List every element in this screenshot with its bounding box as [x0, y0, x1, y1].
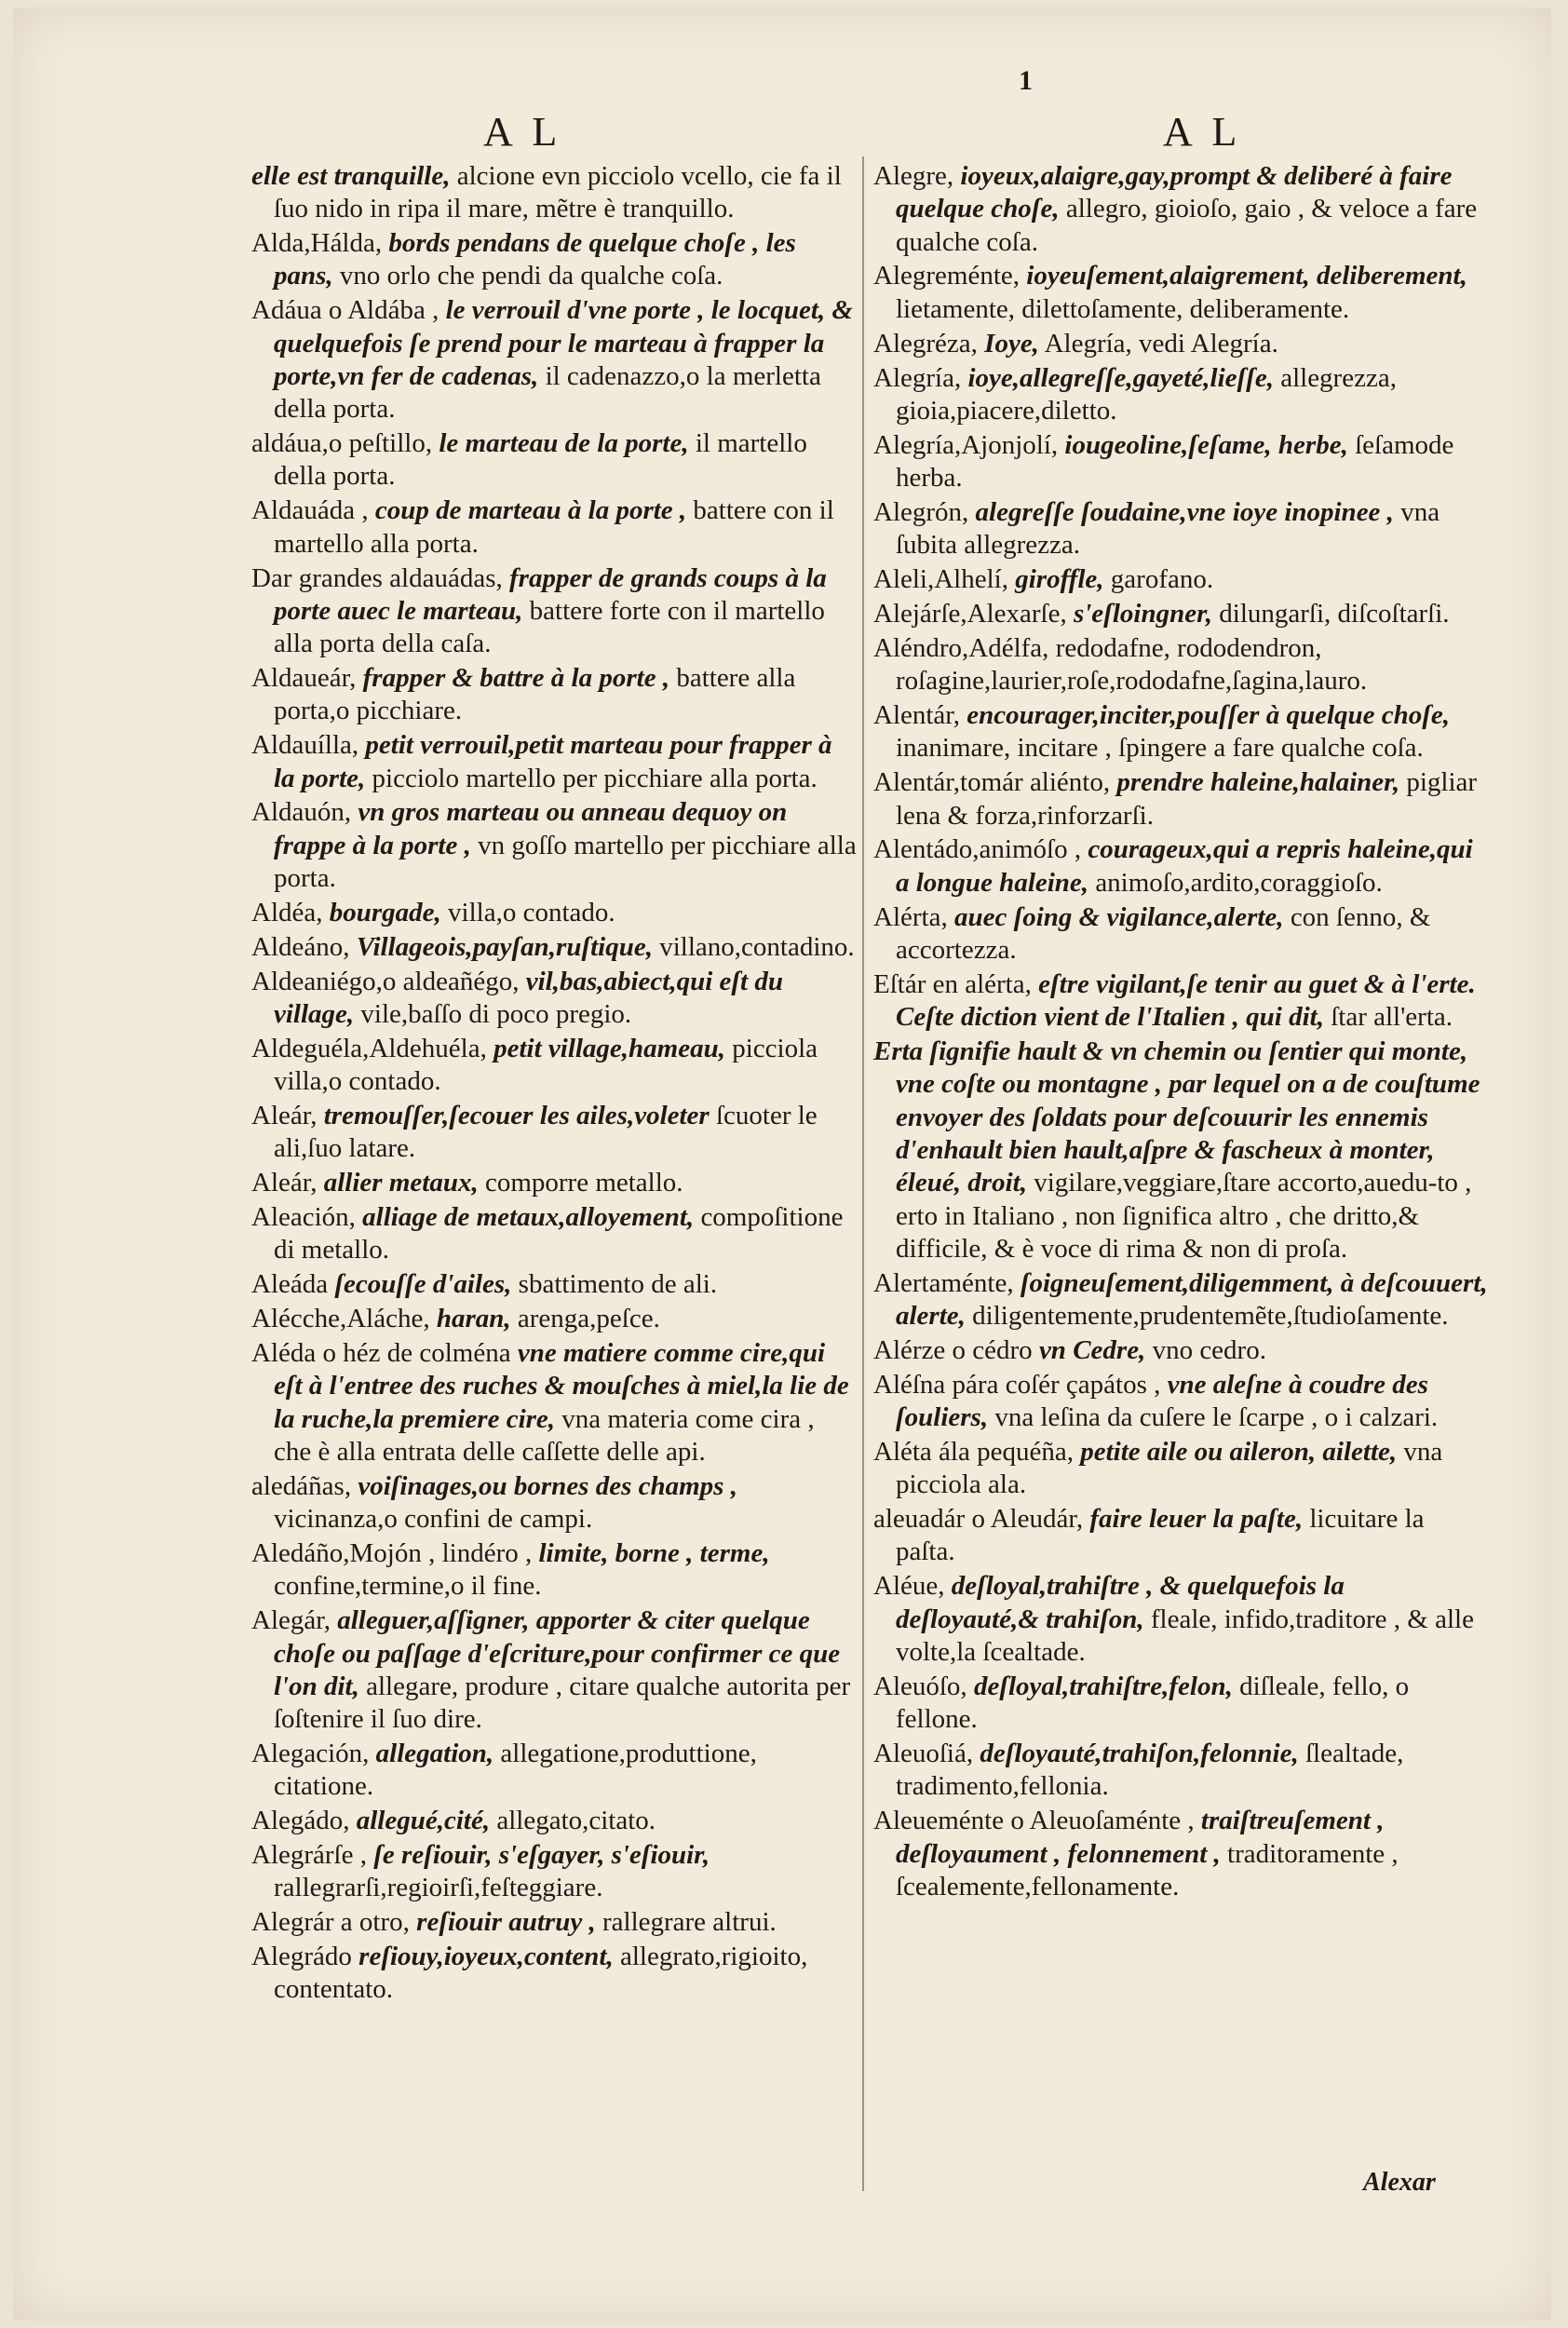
headword: Alentádo,animóſo ,: [873, 834, 1082, 865]
french-gloss: vil,bas,abiect,qui eſt du village,: [274, 966, 783, 1029]
french-gloss: reſiouir autruy ,: [416, 1907, 596, 1938]
headword: Alegréza,: [873, 328, 978, 359]
headword: Aleuoſiá,: [873, 1739, 974, 1769]
french-gloss: petite aile ou aileron, ailette,: [1080, 1436, 1398, 1467]
headword: Aldaueár,: [251, 663, 357, 694]
italian-gloss: rallegrare altrui.: [602, 1907, 777, 1938]
headword: Alegrár a otro,: [251, 1907, 410, 1938]
dictionary-entry: [873, 496, 1488, 562]
french-gloss: courageux,qui a repris haleine,qui a longue haleine,: [896, 834, 1473, 898]
dictionary-entry: [873, 833, 1488, 900]
italian-gloss: sbattimento de ali.: [518, 1269, 718, 1300]
dictionary-entry: [873, 362, 1488, 428]
headword: Aléue,: [873, 1571, 945, 1602]
italian-gloss: vile,baſſo di poco pregio.: [360, 998, 632, 1029]
italian-gloss: villano,contadino.: [659, 931, 855, 962]
french-gloss: allegué,cité,: [356, 1806, 491, 1836]
french-gloss: le verrouil d'vne porte , le locquet, & quelquefois ſe prend pour le marteau à frapper la porte,vn fer de cadenas,: [274, 295, 853, 391]
french-gloss: encourager,inciter,pouſſer à quelque choſe,: [966, 700, 1451, 731]
column-divider: [862, 156, 864, 2191]
italian-gloss: il cadenazzo,o la merletta della porta.: [274, 360, 821, 425]
headword: Alegre,: [873, 161, 954, 191]
french-gloss: ioyeuſement,alaigrement, deliberement,: [1026, 261, 1467, 291]
french-gloss: bourgade,: [329, 897, 441, 927]
italian-gloss: arenga,peſce.: [517, 1304, 660, 1334]
french-gloss: voiſinages,ou bornes des champs ,: [358, 1470, 737, 1501]
italian-gloss: picciola villa,o contado.: [274, 1033, 818, 1097]
dictionary-entry: [873, 563, 1488, 596]
italian-gloss: alcione evn picciolo vcello, cie fa il ſuo nido in ripa il mare, mẽtre è tranquillo.: [274, 161, 842, 224]
dictionary-entry: [873, 1267, 1488, 1333]
headword: Alentár,: [873, 700, 961, 731]
dictionary-entry: [251, 1268, 857, 1301]
dictionary-entry: [873, 260, 1488, 326]
italian-gloss: fleale, infido,traditore , & alle volte,la ſcealtade.: [896, 1604, 1474, 1667]
dictionary-entry: [873, 598, 1488, 630]
french-gloss: frapper de grands coups à la porte auec le marteau,: [274, 562, 827, 626]
french-gloss: vne matiere comme cire,qui eſt à l'entree des ruches & mouſches à miel,la lie de la ruche,la premiere cire,: [274, 1338, 849, 1434]
dictionary-entry: [251, 1033, 857, 1099]
dictionary-entry: [251, 160, 857, 226]
italian-gloss: dilungarſi, diſcoſtarſi.: [1219, 599, 1450, 629]
dictionary-entry: [251, 427, 857, 494]
dictionary-entry: [251, 494, 857, 561]
signature-mark: 1: [1019, 65, 1033, 96]
dictionary-entry: [873, 1369, 1488, 1435]
italian-gloss: diligentemente,prudentemẽte,ſtudioſamente.: [972, 1301, 1449, 1331]
french-gloss: ioyeux,alaigre,gay,prompt & deliberé à faire quelque choſe,: [896, 161, 1453, 224]
headword: Alegación,: [251, 1739, 370, 1769]
italian-gloss: vna materia come cira , che è alla entrata delle caſſette delle api.: [274, 1403, 815, 1467]
dictionary-entry: [873, 699, 1488, 765]
running-head-left: A L: [483, 109, 563, 155]
dictionary-entry: [873, 160, 1488, 259]
italian-gloss: inanimare, incitare , ſpingere a fare qualche coſa.: [896, 733, 1424, 764]
headword: Alegár,: [251, 1605, 331, 1636]
italian-gloss: picciolo martello per picchiare alla porta.: [372, 763, 818, 793]
french-gloss: reſiouy,ioyeux,content,: [358, 1942, 614, 1972]
italian-gloss: vno cedro.: [1152, 1334, 1266, 1365]
french-gloss: alegreſſe ſoudaine,vne ioye inopinee ,: [975, 496, 1394, 527]
right-column: [873, 160, 1488, 1905]
french-gloss: le marteau de la porte,: [439, 428, 689, 459]
dictionary-entry: [873, 1738, 1488, 1804]
italian-gloss: animoſo,ardito,coraggioſo.: [1095, 867, 1383, 898]
headword: Aldeaniégo,o aldeañégo,: [251, 966, 520, 996]
headword: Aldeguéla,Aldehuéla,: [251, 1033, 487, 1063]
dictionary-entry: [251, 729, 857, 795]
book-page: [13, 7, 1551, 2321]
dictionary-entry: [873, 1035, 1488, 1266]
dictionary-entry: [873, 328, 1488, 360]
dictionary-entry: [251, 294, 857, 426]
dictionary-entry: [873, 766, 1488, 832]
italian-gloss: vna leſina da cuſere le ſcarpe , o i calzari.: [994, 1402, 1439, 1433]
dictionary-entry: [251, 1201, 857, 1267]
italian-gloss: Alegría, vedi Alegría.: [1044, 328, 1278, 359]
dictionary-entry: [251, 897, 857, 929]
italian-gloss: vna ſubita allegrezza.: [896, 496, 1440, 561]
dictionary-entry: [873, 1503, 1488, 1569]
headword: Aleár,: [251, 1168, 318, 1198]
headword: Aleli,Alhelí,: [873, 564, 1008, 595]
french-gloss: auec ſoing & vigilance,alerte,: [953, 901, 1284, 932]
italian-gloss: confine,termine,o il fine.: [274, 1571, 542, 1602]
italian-gloss: vna picciola ala.: [896, 1436, 1443, 1500]
dictionary-entry: [251, 966, 857, 1032]
french-gloss: prendre haleine,halainer,: [1116, 767, 1400, 798]
headword: Alérta,: [873, 901, 948, 932]
dictionary-entry: [251, 1537, 857, 1604]
headword: Aldeáno,: [251, 931, 350, 962]
headword: Aléſna pára coſér çapátos ,: [873, 1369, 1161, 1400]
italian-gloss: rallegrarſi,regioirſi,feſteggiare.: [274, 1873, 603, 1903]
headword: Aléta ála pequéña,: [873, 1436, 1074, 1467]
headword: Alda,Hálda,: [251, 228, 383, 259]
french-gloss: ſecouſſe d'ailes,: [334, 1269, 512, 1300]
italian-gloss: redodafne, rododendron, roſagine,laurier,roſe,rododafne,ſagina,lauro.: [896, 632, 1368, 697]
headword: Alertaménte,: [873, 1267, 1014, 1298]
italian-gloss: ſtar all'erta.: [1331, 1002, 1453, 1033]
dictionary-entry: [251, 662, 857, 728]
italian-gloss: allegro, gioioſo, gaio , & veloce a fare qualche coſa.: [896, 194, 1478, 257]
headword: Alegrón,: [873, 496, 969, 527]
french-gloss: alleguer,aſſigner, apporter & citer quelque choſe ou paſſage d'eſcriture,pour confirmer ce que l'on dit,: [274, 1605, 841, 1701]
french-gloss: deſloyal,trahiſtre , & quelquefois la deſloyauté,& trahiſon,: [896, 1571, 1345, 1634]
italian-gloss: ſlealtade, tradimento,fellonia.: [896, 1739, 1404, 1802]
italian-gloss: vigilare,veggiare,ſtare accorto,auedu-to , erto in Italiano , non ſignifica altro , che dritto,& difficile, & è voce di rima & non di proſa.: [896, 1168, 1472, 1264]
headword: aldáua,o peſtillo,: [251, 428, 433, 459]
headword: Aledáño,Mojón , lindéro ,: [251, 1538, 533, 1569]
french-gloss: eſtre vigilant,ſe tenir au guet & à l'erte. Ceſte diction vient de l'Italien , qui dit,: [896, 968, 1476, 1033]
italian-gloss: diſleale, fello, o fellone.: [896, 1671, 1410, 1735]
dictionary-entry: [873, 1436, 1488, 1502]
dictionary-entry: [251, 1337, 857, 1469]
headword: Alegría,Ajonjolí,: [873, 429, 1059, 460]
headword: Aldauílla,: [251, 730, 359, 761]
headword: Alentár,tomár aliénto,: [873, 767, 1111, 798]
french-gloss: ſe reſiouir, s'eſgayer, s'eſiouir,: [373, 1840, 710, 1871]
headword: Alegrádo: [251, 1942, 352, 1972]
french-gloss: faire leuer la paſte,: [1089, 1504, 1304, 1535]
headword: Aléndro,Adélfa,: [873, 632, 1049, 663]
running-head-right: A L: [1163, 109, 1243, 155]
french-gloss: vne aleſne à coudre des ſouliers,: [896, 1369, 1428, 1433]
italian-gloss: battere alla porta,o picchiare.: [274, 663, 796, 726]
dictionary-entry: [251, 1805, 857, 1837]
french-gloss: petit verrouil,petit marteau pour frapper à la porte,: [274, 730, 832, 793]
italian-gloss: licuitare la paſta.: [896, 1504, 1425, 1567]
french-gloss: ioye,allegreſſe,gayeté,lieſſe,: [967, 362, 1274, 393]
italian-gloss: comporre metallo.: [484, 1168, 683, 1198]
dictionary-entry: [873, 901, 1488, 968]
italian-gloss: allegrezza, gioia,piacere,diletto.: [896, 362, 1397, 426]
french-gloss: bords pendans de quelque choſe , les pans,: [274, 228, 796, 291]
headword: Aldauón,: [251, 797, 352, 828]
headword: Aleación,: [251, 1202, 356, 1233]
headword: Alécche,Aláche,: [251, 1304, 430, 1334]
italian-gloss: il martello della porta.: [274, 428, 807, 492]
headword: Aleueménte o Aleuoſaménte ,: [873, 1806, 1195, 1836]
headword: Alérze o cédro: [873, 1334, 1033, 1365]
dictionary-entry: [251, 1604, 857, 1736]
italian-gloss: con ſenno, & accortezza.: [896, 901, 1431, 965]
headword: Dar grandes aldauádas,: [251, 562, 503, 593]
italian-gloss: battere con il martello alla porta.: [274, 495, 834, 559]
dictionary-entry: [873, 1671, 1488, 1737]
dictionary-entry: [251, 1470, 857, 1536]
dictionary-entry: [251, 1738, 857, 1804]
italian-gloss: ſeſamode herba.: [896, 429, 1454, 494]
dictionary-entry: [873, 632, 1488, 698]
french-gloss: deſloyauté,trahiſon,felonnie,: [980, 1739, 1299, 1769]
french-gloss: petit village,hameau,: [493, 1033, 725, 1063]
french-gloss: ſoigneuſement,diligemment, à deſcouuert, alerte,: [896, 1267, 1488, 1331]
french-gloss: iougeoline,ſeſame, herbe,: [1064, 429, 1348, 460]
dictionary-entry: [873, 1805, 1488, 1903]
dictionary-entry: [251, 562, 857, 661]
dictionary-entry: [873, 429, 1488, 495]
headword: Aldéa,: [251, 897, 323, 927]
french-gloss: deſloyal,trahiſtre,felon,: [973, 1671, 1233, 1701]
dictionary-entry: [251, 227, 857, 293]
italian-gloss: pigliar lena & forza,rinforzarſi.: [896, 767, 1478, 831]
dictionary-entry: [873, 1334, 1488, 1367]
headword: Alegría,: [873, 362, 962, 393]
headword: Alegreménte,: [873, 261, 1021, 291]
headword: Aleáda: [251, 1269, 329, 1300]
headword: Aleár,: [251, 1101, 318, 1131]
left-column: [251, 160, 857, 2008]
dictionary-entry: [251, 1303, 857, 1335]
italian-gloss: ſcuoter le ali,ſuo latare.: [274, 1101, 818, 1164]
french-gloss: alliage de metaux,alloyement,: [362, 1202, 695, 1233]
french-gloss: vn Cedre,: [1038, 1334, 1146, 1365]
italian-gloss: allegato,citato.: [496, 1806, 656, 1836]
french-gloss: Ioye,: [984, 328, 1039, 359]
headword: Alejárſe,Alexarſe,: [873, 599, 1067, 629]
catchword: Alexar: [1363, 2168, 1436, 2197]
italian-gloss: villa,o contado.: [448, 897, 615, 927]
headword: Aleuóſo,: [873, 1671, 967, 1701]
italian-gloss: compoſitione di metallo.: [274, 1202, 844, 1266]
headword: Aldauáda ,: [251, 495, 369, 526]
french-gloss: frapper & battre à la porte ,: [362, 663, 670, 694]
italian-gloss: battere forte con il martello alla porta della caſa.: [274, 595, 825, 659]
dictionary-entry: [251, 931, 857, 964]
french-gloss: giroffle,: [1015, 564, 1104, 595]
dictionary-entry: [251, 796, 857, 895]
headword: Eſtár en alérta,: [873, 968, 1032, 999]
italian-gloss: allegatione,produttione, citatione.: [274, 1739, 757, 1802]
french-gloss: elle est tranquille,: [251, 161, 451, 191]
french-gloss: haran,: [436, 1304, 511, 1334]
italian-gloss: allegrato,rigioito, contentato.: [274, 1942, 808, 2005]
dictionary-entry: [251, 1100, 857, 1166]
dictionary-entry: [251, 1906, 857, 1939]
french-gloss: allier metaux,: [323, 1168, 479, 1198]
dictionary-entry: [873, 1570, 1488, 1669]
dictionary-entry: [873, 968, 1488, 1035]
french-gloss: allegation,: [375, 1739, 494, 1769]
italian-gloss: vno orlo che pendi da qualche coſa.: [339, 261, 723, 291]
french-gloss: limite, borne , terme,: [538, 1538, 770, 1569]
french-gloss: Erta ſignifie hault & vn chemin ou ſentier qui monte, vne coſte ou montagne , par lequel on a de couſtume envoyer des ſoldats pour deſcouurir les ennemis d'enhault bien hault,aſpre & fascheux à monter, éleué, droit,: [873, 1036, 1480, 1198]
italian-gloss: lietamente, dilettoſamente, deliberamente.: [896, 293, 1350, 324]
italian-gloss: vn goſſo martello per picchiare alla porta.: [274, 830, 857, 893]
french-gloss: traiſtreuſement , deſloyaument , felonnement ,: [896, 1806, 1385, 1869]
headword: Alegrárſe ,: [251, 1840, 367, 1871]
headword: aleuadár o Aleudár,: [873, 1504, 1084, 1535]
headword: Aléda o héz de colména: [251, 1338, 511, 1369]
french-gloss: s'eſloingner,: [1073, 599, 1213, 629]
headword: Alegádo,: [251, 1806, 350, 1836]
italian-gloss: garofano.: [1110, 564, 1214, 595]
italian-gloss: allegare, produre , citare qualche autorita per ſoſtenire il ſuo dire.: [274, 1671, 851, 1735]
headword: Adáua o Aldába ,: [251, 295, 439, 326]
french-gloss: coup de marteau à la porte ,: [374, 495, 687, 526]
dictionary-entry: [251, 1167, 857, 1199]
italian-gloss: traditoramente , ſcealemente,fellonamente.: [896, 1838, 1399, 1902]
french-gloss: vn gros marteau ou anneau dequoy on frappe à la porte ,: [274, 797, 788, 860]
french-gloss: tremouſſer,ſecouer les ailes,voleter: [323, 1101, 710, 1131]
italian-gloss: vicinanza,o confini de campi.: [274, 1504, 593, 1535]
dictionary-entry: [251, 1839, 857, 1905]
dictionary-entry: [251, 1941, 857, 2007]
french-gloss: Villageois,payſan,ruſtique,: [356, 931, 653, 962]
headword: aledáñas,: [251, 1470, 352, 1501]
